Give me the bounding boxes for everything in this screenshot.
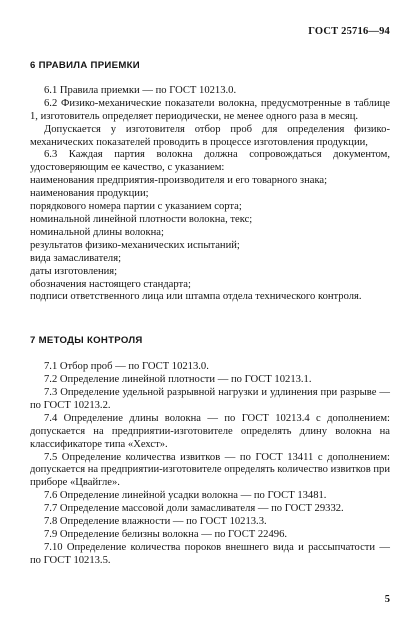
paragraph: 7.7 Определение массовой доли замасливателя — по ГОСТ 29332. [44, 503, 344, 515]
paragraph: 7.2 Определение линейной плотности — по ГОСТ 10213.1. [44, 374, 312, 386]
list-item: наименования предприятия-производителя и его товарного знака; [30, 175, 328, 187]
paragraph: 7.4 Определение длины волокна — по ГОСТ 10213.4 с дополнением: допускается на предприятии-изготовителе определять длину волокна на классификаторе типа «Хехст». [30, 412, 390, 450]
list-item: результатов физико-механических испытаний; [30, 239, 240, 251]
paragraph: 7.5 Определение количества извитков — по ГОСТ 13411 с дополнением: допускается на предприятии-изготовителе определять количество извитков при приборе «Цвайгле». [30, 451, 390, 489]
section-title: 6 ПРАВИЛА ПРИЕМКИ [30, 60, 140, 71]
standard-header: ГОСТ 25716—94 [308, 26, 390, 37]
paragraph: 6.2 Физико-механические показатели волокна, предусмотренные в таблице 1, изготовитель определяет периодически, не менее одного раза в месяц. [30, 97, 390, 122]
paragraph: 7.1 Отбор проб — по ГОСТ 10213.0. [44, 361, 209, 373]
list-item: номинальной длины волокна; [30, 226, 164, 238]
paragraph: 7.3 Определение удельной разрывной нагрузки и удлинения при разрыве — по ГОСТ 10213.2. [30, 387, 390, 411]
list-item: даты изготовления; [30, 265, 118, 277]
list-item: наименования продукции; [30, 188, 149, 200]
list-item: номинальной линейной плотности волокна, текс; [30, 213, 253, 225]
section-acceptance-rules [30, 60, 390, 304]
section-title: 7 МЕТОДЫ КОНТРОЛЯ [30, 335, 143, 347]
page-content [30, 60, 390, 568]
paragraph: 6.3 Каждая партия волокна должна сопровождаться документом, удостоверяющим ее качество, с указанием: [30, 149, 390, 174]
paragraph: 7.10 Определение количества пороков внешнего вида и рассыпчатости — по ГОСТ 10213.5. [30, 541, 390, 566]
list-item: порядкового номера партии с указанием сорта; [30, 201, 242, 213]
paragraph: 6.1 Правила приемки — по ГОСТ 10213.0. [44, 84, 237, 96]
paragraph: 7.8 Определение влажности — по ГОСТ 10213.3. [44, 516, 267, 528]
paragraph: подписи ответственного лица или штампа отдела технического контроля. [30, 291, 362, 303]
paragraph: 7.9 Определение белизны волокна — по ГОСТ 22496. [44, 529, 288, 540]
section-control-methods [30, 335, 390, 567]
list-item: вида замасливателя; [30, 252, 122, 264]
paragraph: 7.6 Определение линейной усадки волокна — по ГОСТ 13481. [44, 490, 327, 502]
page-number: 5 [384, 594, 390, 605]
list-item: обозначения настоящего стандарта; [30, 278, 191, 290]
paragraph: Допускается у изготовителя отбор проб для определения физико-механических показателей проводить в процессе изготовления продукции, [30, 123, 390, 148]
